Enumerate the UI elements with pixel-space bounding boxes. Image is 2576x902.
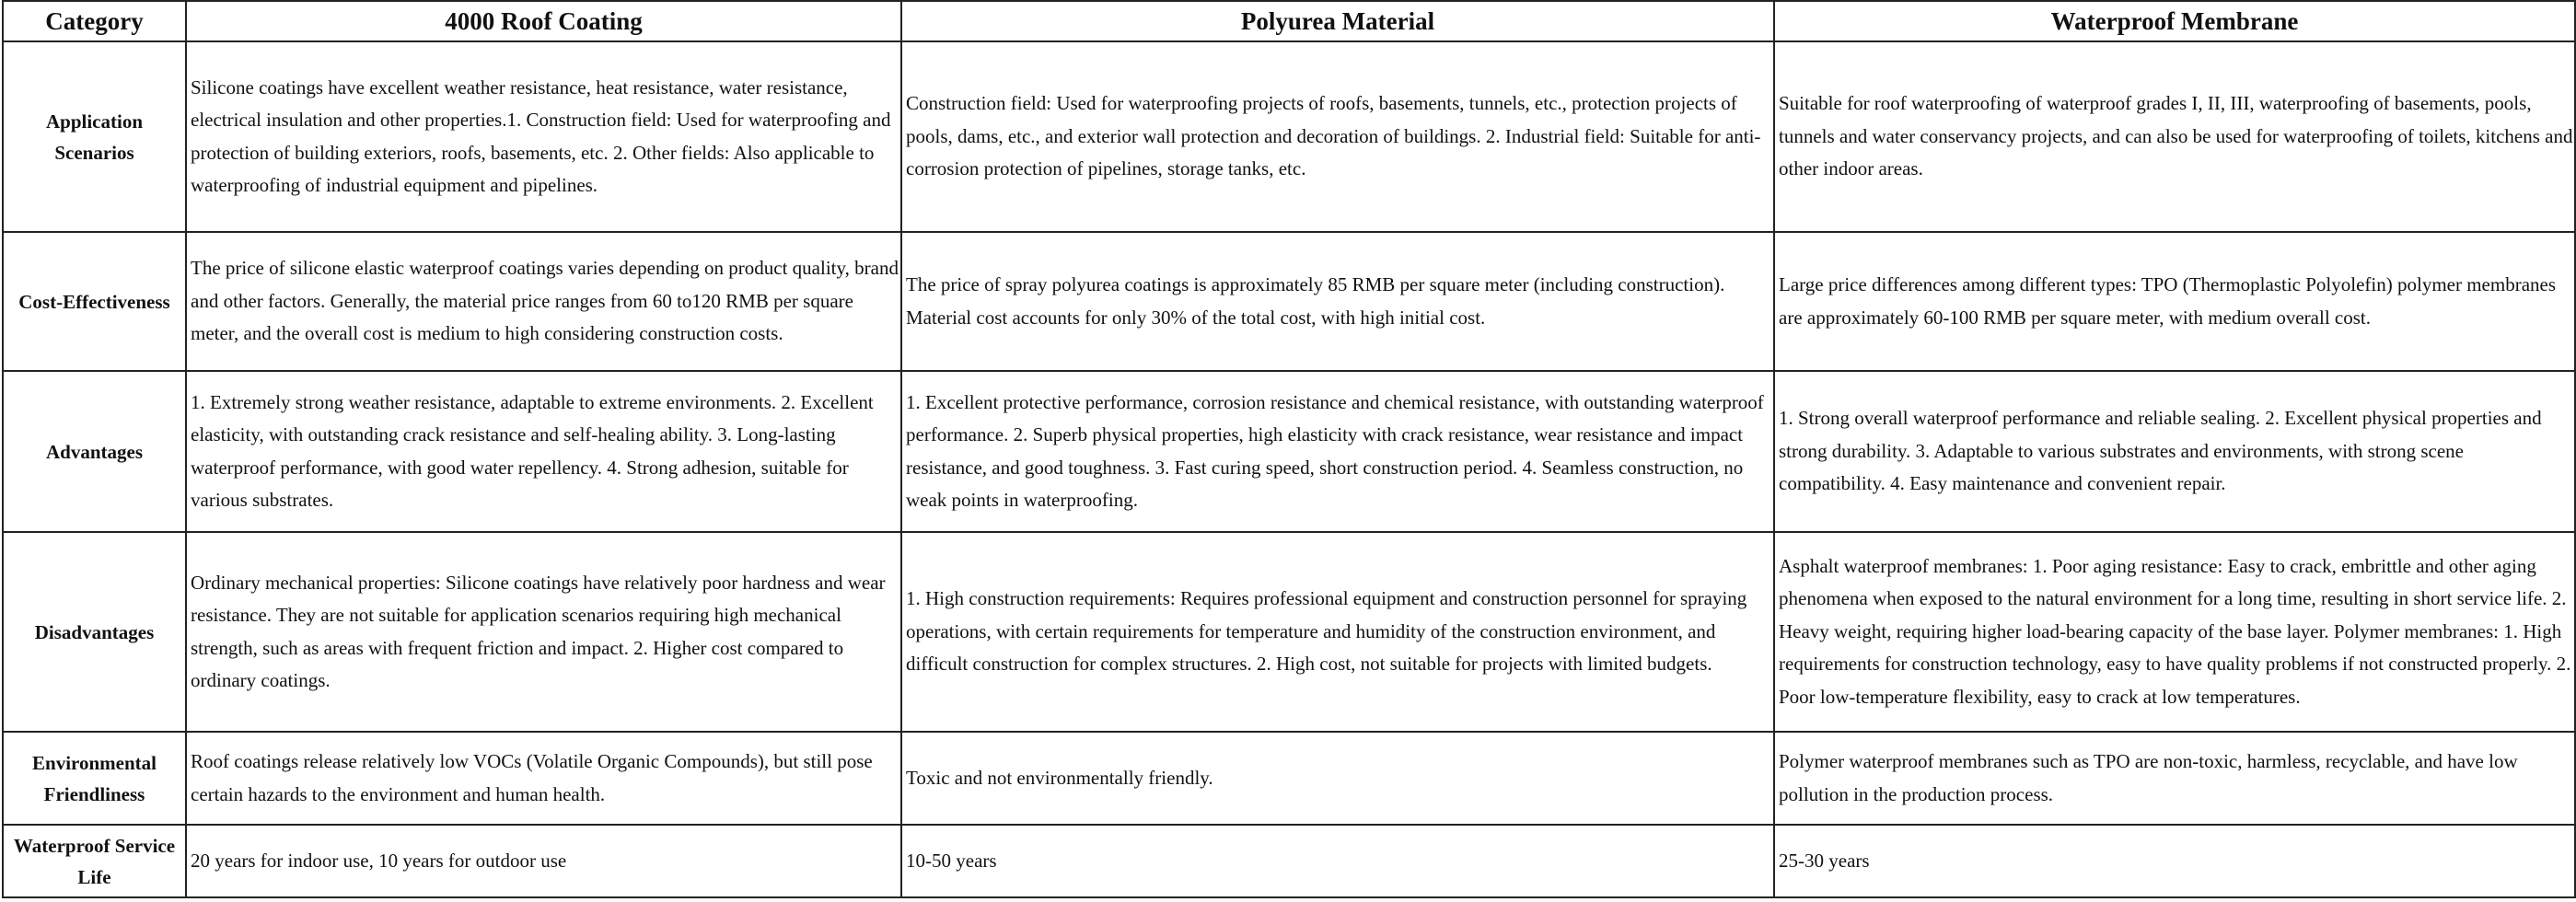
- roof-coating-cell: Silicone coatings have excellent weather resistance, heat resistance, water resistance, electrical insulation and other properties.1. Construction field: Used for waterproofing and protection of building exteriors, roofs, basements, etc. 2. Other fields: Also applicable to waterproofing of industrial equipment and pipelines.: [186, 41, 901, 232]
- row-category: Environmental Friendliness: [3, 732, 186, 825]
- membrane-cell: Suitable for roof waterproofing of waterproof grades I, II, III, waterproofing of basements, pools, tunnels and water conservancy projects, and can also be used for waterproofing of toilets, kitchens and other indoor areas.: [1774, 41, 2575, 232]
- table-row: [3, 232, 2575, 371]
- table-row: [3, 532, 2575, 732]
- polyurea-cell: The price of spray polyurea coatings is approximately 85 RMB per square meter (including construction). Material cost accounts for only 30% of the total cost, with high initial cost.: [901, 232, 1774, 371]
- roof-coating-cell: 1. Extremely strong weather resistance, adaptable to extreme environments. 2. Excellent elasticity, with outstanding crack resistance and self-healing ability. 3. Long-lasting waterproof performance, with good water repellency. 4. Strong adhesion, suitable for various substrates.: [186, 371, 901, 532]
- roof-coating-cell: Roof coatings release relatively low VOCs (Volatile Organic Compounds), but still pose certain hazards to the environment and human health.: [186, 732, 901, 825]
- polyurea-cell: Construction field: Used for waterproofing projects of roofs, basements, tunnels, etc., protection projects of pools, dams, etc., and exterior wall protection and decoration of buildings. 2. Industrial field: Suitable for anti-corrosion protection of pipelines, storage tanks, etc.: [901, 41, 1774, 232]
- membrane-cell: 1. Strong overall waterproof performance and reliable sealing. 2. Excellent physical properties and strong durability. 3. Adaptable to various substrates and environments, with strong scene compatibility. 4. Easy maintenance and convenient repair.: [1774, 371, 2575, 532]
- row-category: Waterproof Service Life: [3, 825, 186, 897]
- membrane-cell: 25-30 years: [1774, 825, 2575, 897]
- membrane-cell: Polymer waterproof membranes such as TPO are non-toxic, harmless, recyclable, and have low pollution in the production process.: [1774, 732, 2575, 825]
- header-category: Category: [3, 1, 186, 41]
- header-row: [3, 1, 2575, 41]
- polyurea-cell: 1. Excellent protective performance, corrosion resistance and chemical resistance, with outstanding waterproof performance. 2. Superb physical properties, high elasticity with crack resistance, wear resistance and impact resistance, and good toughness. 3. Fast curing speed, short construction period. 4. Seamless construction, no weak points in waterproofing.: [901, 371, 1774, 532]
- roof-coating-cell: 20 years for indoor use, 10 years for outdoor use: [186, 825, 901, 897]
- row-category: Disadvantages: [3, 532, 186, 732]
- roof-coating-cell: The price of silicone elastic waterproof coatings varies depending on product quality, brand and other factors. Generally, the material price ranges from 60 to120 RMB per square meter, and the overall cost is medium to high considering construction costs.: [186, 232, 901, 371]
- header-roof-coating: 4000 Roof Coating: [186, 1, 901, 41]
- polyurea-cell: 1. High construction requirements: Requires professional equipment and construction personnel for spraying operations, with certain requirements for temperature and humidity of the construction environment, and difficult construction for complex structures. 2. High cost, not suitable for projects with limited budgets.: [901, 532, 1774, 732]
- polyurea-cell: Toxic and not environmentally friendly.: [901, 732, 1774, 825]
- header-polyurea: Polyurea Material: [901, 1, 1774, 41]
- polyurea-cell: 10-50 years: [901, 825, 1774, 897]
- comparison-table: [2, 0, 2576, 898]
- membrane-cell: Large price differences among different types: TPO (Thermoplastic Polyolefin) polymer membranes are approximately 60-100 RMB per square meter, with medium overall cost.: [1774, 232, 2575, 371]
- table-row: [3, 41, 2575, 232]
- header-membrane: Waterproof Membrane: [1774, 1, 2575, 41]
- membrane-cell: Asphalt waterproof membranes: 1. Poor aging resistance: Easy to crack, embrittle and other aging phenomena when exposed to the natural environment for a long time, resulting in short service life. 2. Heavy weight, requiring higher load-bearing capacity of the base layer. Polymer membranes: 1. High requirements for construction technology, easy to have quality problems if not constructed properly. 2. Poor low-temperature flexibility, easy to crack at low temperatures.: [1774, 532, 2575, 732]
- roof-coating-cell: Ordinary mechanical properties: Silicone coatings have relatively poor hardness and wear resistance. They are not suitable for application scenarios requiring high mechanical strength, such as areas with frequent friction and impact. 2. Higher cost compared to ordinary coatings.: [186, 532, 901, 732]
- table-row: [3, 825, 2575, 897]
- table-row: [3, 732, 2575, 825]
- row-category: Advantages: [3, 371, 186, 532]
- table-row: [3, 371, 2575, 532]
- row-category: Application Scenarios: [3, 41, 186, 232]
- row-category: Cost-Effectiveness: [3, 232, 186, 371]
